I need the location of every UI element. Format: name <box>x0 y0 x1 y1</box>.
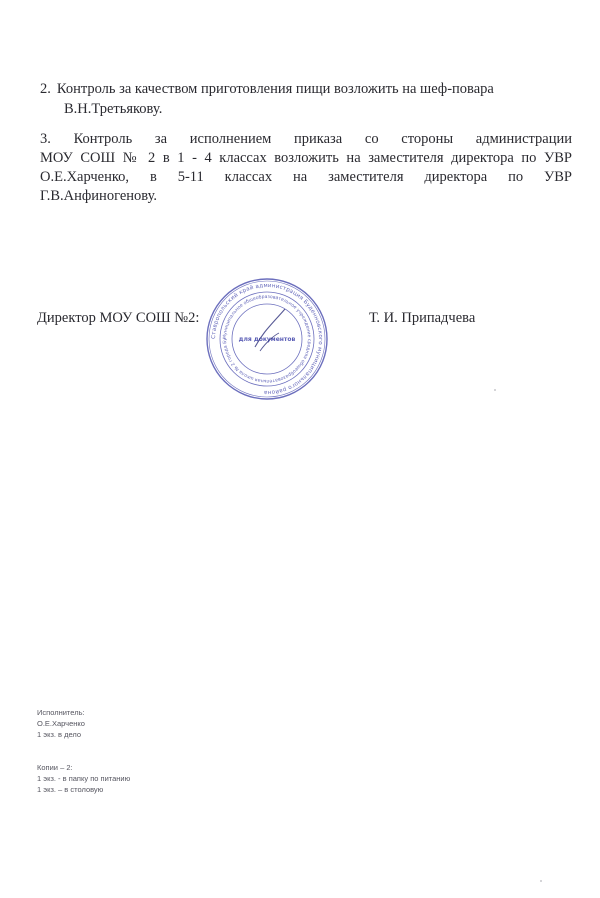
item-line: О.Е.Харченко, в 5-11 классах на заместителя директора по УВР <box>40 169 572 185</box>
stamp-center-text: для документов <box>238 336 296 343</box>
item-text: Контроль за качеством приготовления пищи возложить на шеф-повара <box>56 81 494 97</box>
order-item-3 <box>40 130 572 206</box>
item-line: МОУ СОШ № 2 в 1 - 4 классах возложить на заместителя директора по УВР <box>40 150 572 166</box>
copy-line: 1 экз. - в папку по питанию <box>37 774 131 783</box>
executor-label: Исполнитель: <box>37 708 85 717</box>
item-number: 2. <box>40 81 51 97</box>
stamp-outer-text: Ставропольский край администрация Буденновского муниципального района <box>210 282 324 396</box>
item-line: 3. Контроль за исполнением приказа со стороны администрации <box>40 131 572 147</box>
item-line: Г.В.Анфиногенову. <box>40 188 158 204</box>
document-footer <box>37 707 130 795</box>
order-item-2 <box>40 79 560 119</box>
executor-name: О.Е.Харченко <box>37 719 85 728</box>
official-stamp <box>205 277 329 401</box>
executor-copy: 1 экз. в дело <box>37 730 82 739</box>
signature-name: Т. И. Припадчева <box>369 310 476 326</box>
copies-label: Копии – 2: <box>37 763 73 772</box>
item-text-continuation: В.Н.Третьякову. <box>64 101 163 117</box>
scan-speck <box>540 880 542 882</box>
copy-line: 1 экз. – в столовую <box>37 785 104 794</box>
signature-role: Директор МОУ СОШ №2: <box>37 310 200 326</box>
scan-speck <box>494 389 496 391</box>
stamp-inner-text: Муниципальное общеобразовательное учреждение средняя общеобразовательная школа № 2 города Бу <box>222 294 312 384</box>
